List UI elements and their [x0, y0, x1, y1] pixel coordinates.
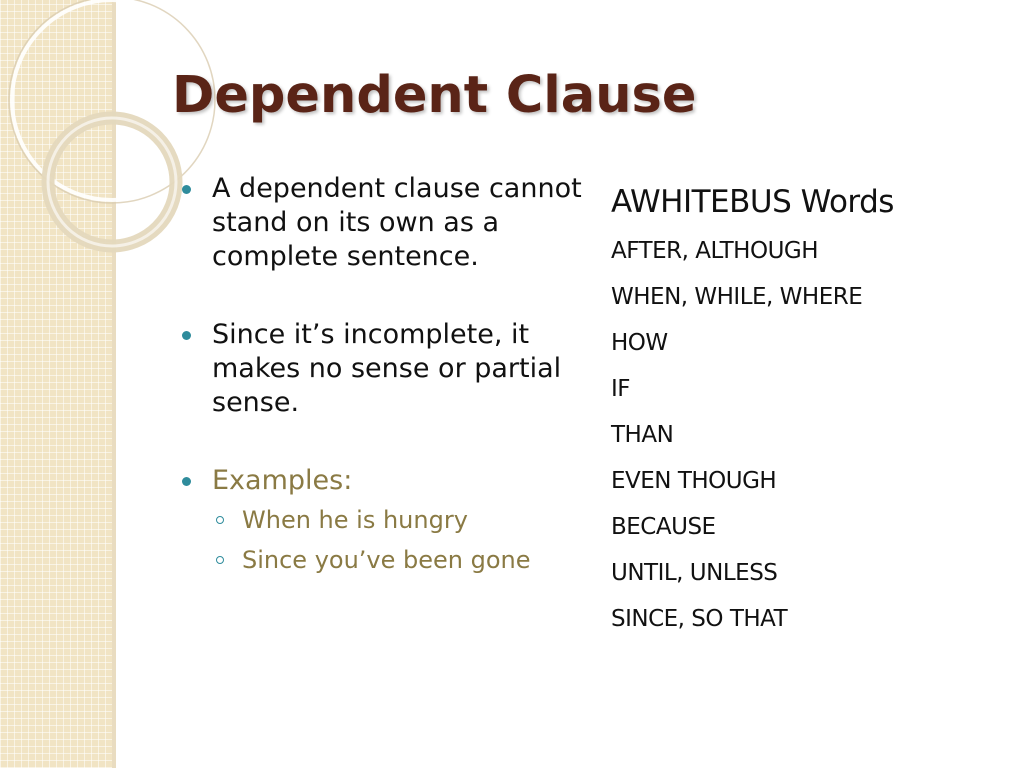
bullet-text: A dependent clause cannot stand on its own as a complete sentence. — [212, 173, 582, 272]
word-item: EVEN THOUGH — [611, 468, 777, 494]
bullet-text: Since it’s incomplete, it makes no sense or partial sense. — [212, 319, 562, 418]
word-item: UNTIL, UNLESS — [611, 560, 778, 586]
bullet-dot-icon — [182, 331, 191, 340]
bullet-list — [182, 172, 582, 580]
word-list — [611, 228, 1011, 642]
word-item: HOW — [611, 330, 668, 356]
word-item: AFTER, ALTHOUGH — [611, 238, 819, 264]
bullet-dot-icon — [182, 185, 191, 194]
hollow-circle-bullet-icon — [216, 516, 224, 524]
word-item: SINCE, SO THAT — [611, 606, 788, 632]
example-item — [182, 500, 582, 540]
examples-list — [182, 500, 582, 580]
examples-heading: Examples: — [212, 465, 353, 496]
example-text: Since you’ve been gone — [242, 546, 531, 574]
hollow-circle-bullet-icon — [216, 556, 224, 564]
bullet-item — [182, 318, 582, 420]
awhitebus-words-panel — [611, 182, 1011, 642]
word-item: IF — [611, 376, 631, 402]
word-item: THAN — [611, 422, 674, 448]
awhitebus-heading: AWHITEBUS Words — [611, 184, 894, 220]
example-text: When he is hungry — [242, 506, 468, 534]
side-band-edge — [112, 0, 116, 768]
example-item — [182, 540, 582, 580]
bullet-dot-icon — [182, 477, 191, 486]
bullet-item-examples — [182, 464, 582, 498]
decorative-side-band — [0, 0, 112, 768]
word-item: WHEN, WHILE, WHERE — [611, 284, 863, 310]
bullet-item — [182, 172, 582, 274]
slide-title: Dependent Clause — [172, 66, 697, 125]
word-item: BECAUSE — [611, 514, 716, 540]
